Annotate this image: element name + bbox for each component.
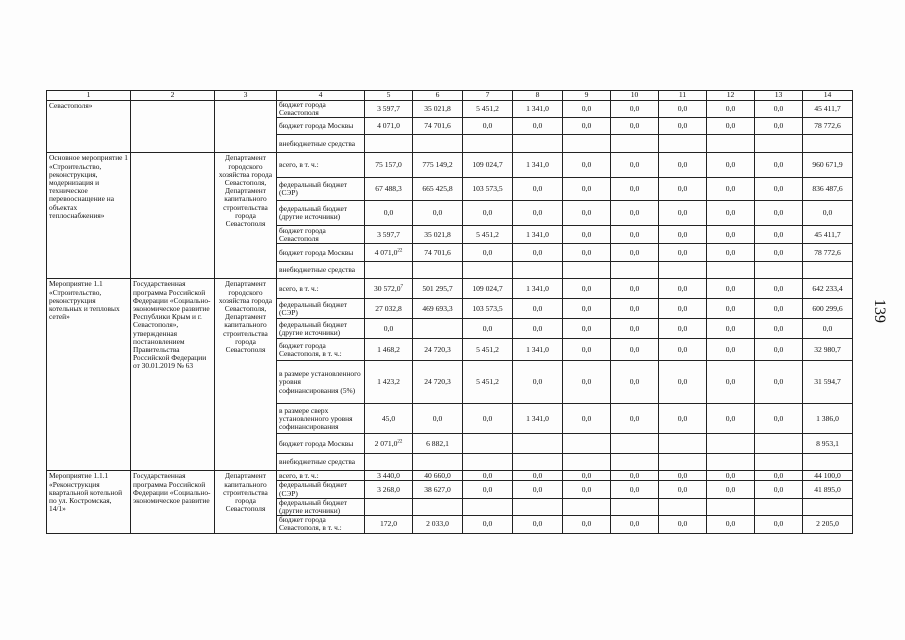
value-cell: 0,0 [611, 118, 659, 135]
value-cell [413, 319, 463, 339]
value-cell: 0,0 [611, 339, 659, 361]
value-cell: 0,0 [755, 279, 803, 299]
value-cell: 103 573,5 [463, 299, 513, 319]
value-cell [707, 454, 755, 471]
value-cell: 0,0 [707, 178, 755, 201]
value-cell: 0,0 [659, 244, 707, 262]
value-cell: 0,0 [659, 279, 707, 299]
value-cell [513, 498, 563, 515]
value-cell: 0,0 [413, 404, 463, 434]
value-cell: 0,0 [707, 226, 755, 244]
value-cell: 109 024,7 [463, 279, 513, 299]
header-row [47, 91, 853, 101]
table-row [47, 101, 853, 118]
value-cell: 0,0 [513, 299, 563, 319]
funding-source-cell: федеральный бюджет (СЭР) [277, 299, 365, 319]
value-cell: 75 157,0 [365, 153, 413, 178]
value-cell: 600 299,6 [803, 299, 853, 319]
value-cell: 0,0 [563, 361, 611, 404]
value-cell: 0,0 [611, 201, 659, 226]
funding-source-cell: всего, в т. ч.: [277, 279, 365, 299]
value-cell: 501 295,7 [413, 279, 463, 299]
footnote-marker: 7 [400, 284, 404, 290]
footnote-marker: 22 [397, 439, 403, 445]
funding-source-cell: всего, в т. ч.: [277, 153, 365, 178]
value-cell: 1 341,0 [513, 153, 563, 178]
value-cell: 6 882,1 [413, 434, 463, 454]
value-cell: 0,0 [611, 299, 659, 319]
value-cell: 0,0 [365, 319, 413, 339]
funding-source-cell: федеральный бюджет (СЭР) [277, 178, 365, 201]
funding-source-cell: в размере установленного уровня софинансирования (5%) [277, 361, 365, 404]
value-cell: 0,0 [755, 226, 803, 244]
value-cell: 1 341,0 [513, 101, 563, 118]
header-cell: 12 [707, 91, 755, 101]
value-cell: 5 451,2 [463, 101, 513, 118]
value-cell: 0,0 [707, 471, 755, 481]
value-cell: 0,0 [513, 178, 563, 201]
value-cell-with-note [365, 434, 413, 454]
value-cell [413, 454, 463, 471]
value-cell: 0,0 [463, 481, 513, 498]
funding-source-cell: бюджет города Севастополя [277, 101, 365, 118]
value-cell: 775 149,2 [413, 153, 463, 178]
value-cell: 103 573,5 [463, 178, 513, 201]
table-row [47, 153, 853, 178]
value-cell: 0,0 [463, 471, 513, 481]
table-row [47, 279, 853, 299]
value-cell [513, 454, 563, 471]
value-cell: 0,0 [659, 471, 707, 481]
value-cell: 0,0 [755, 481, 803, 498]
value-cell: 0,0 [659, 481, 707, 498]
value-cell [755, 434, 803, 454]
value-cell: 1 386,0 [803, 404, 853, 434]
value-cell [803, 498, 853, 515]
value-cell: 0,0 [611, 279, 659, 299]
funding-source-cell: в размере сверх установленного уровня софинансирования [277, 404, 365, 434]
value-cell [707, 498, 755, 515]
value-cell: 0,0 [755, 404, 803, 434]
value-cell: 4 071,0 [365, 118, 413, 135]
value-cell: 0,0 [611, 226, 659, 244]
value-cell: 0,0 [659, 118, 707, 135]
funding-source-cell: федеральный бюджет (другие источники) [277, 319, 365, 339]
header-cell: 6 [413, 91, 463, 101]
value-cell: 0,0 [611, 153, 659, 178]
value-cell: 172,0 [365, 516, 413, 533]
value-cell: 0,0 [611, 516, 659, 533]
value-cell: 0,0 [611, 361, 659, 404]
value-cell: 8 953,1 [803, 434, 853, 454]
value-cell [513, 262, 563, 279]
value-cell: 0,0 [659, 319, 707, 339]
value-cell [413, 262, 463, 279]
value-cell [365, 454, 413, 471]
value-cell [463, 434, 513, 454]
value-cell: 0,0 [611, 244, 659, 262]
value-cell: 0,0 [707, 118, 755, 135]
value-cell: 0,0 [659, 153, 707, 178]
value-cell: 0,0 [707, 404, 755, 434]
activity-name-cell: Основное мероприятие 1 «Строительство, реконструкция, модернизация и техническое перевооснащение на объектах теплоснабжения» [47, 153, 131, 279]
header-cell: 9 [563, 91, 611, 101]
header-cell: 10 [611, 91, 659, 101]
value-cell: 1 468,2 [365, 339, 413, 361]
value-cell [755, 454, 803, 471]
value-cell [611, 498, 659, 515]
value-cell: 0,0 [659, 516, 707, 533]
executor-cell [215, 101, 277, 153]
header-cell: 3 [215, 91, 277, 101]
activity-name-cell: Мероприятие 1.1 «Строительство, реконструкция котельных и тепловых сетей» [47, 279, 131, 471]
program-cell: Государственная программа Российской Федерации «Социально-экономическое развитие [131, 471, 215, 533]
value-cell: 3 268,0 [365, 481, 413, 498]
value-text: 2 071,0 [374, 438, 398, 448]
value-cell [611, 135, 659, 153]
value-cell [563, 262, 611, 279]
value-cell: 0,0 [755, 118, 803, 135]
value-cell: 0,0 [563, 404, 611, 434]
value-cell: 3 597,7 [365, 226, 413, 244]
funding-source-cell: внебюджетные средства [277, 262, 365, 279]
value-cell: 642 233,4 [803, 279, 853, 299]
value-cell: 1 423,2 [365, 361, 413, 404]
value-text: 30 572,0 [373, 283, 401, 293]
table-body [47, 91, 853, 534]
value-cell [611, 434, 659, 454]
value-cell [563, 135, 611, 153]
funding-source-cell: бюджет города Москвы [277, 244, 365, 262]
value-cell [365, 498, 413, 515]
header-cell: 13 [755, 91, 803, 101]
value-cell: 0,0 [611, 101, 659, 118]
value-cell: 0,0 [707, 244, 755, 262]
value-cell: 0,0 [803, 201, 853, 226]
funding-source-cell: внебюджетные средства [277, 135, 365, 153]
budget-table [46, 90, 853, 534]
value-cell-with-note [365, 279, 413, 299]
header-cell: 1 [47, 91, 131, 101]
program-cell [131, 101, 215, 153]
value-cell: 1 341,0 [513, 226, 563, 244]
value-cell: 44 100,0 [803, 471, 853, 481]
header-cell: 8 [513, 91, 563, 101]
value-cell: 2 033,0 [413, 516, 463, 533]
value-cell: 32 980,7 [803, 339, 853, 361]
value-cell [803, 262, 853, 279]
value-cell: 41 895,0 [803, 481, 853, 498]
value-cell: 0,0 [513, 118, 563, 135]
value-cell: 45,0 [365, 404, 413, 434]
value-cell: 2 205,0 [803, 516, 853, 533]
value-cell: 960 671,9 [803, 153, 853, 178]
value-cell [803, 135, 853, 153]
value-cell: 24 720,3 [413, 361, 463, 404]
value-cell: 665 425,8 [413, 178, 463, 201]
funding-source-cell: бюджет города Севастополя, в т. ч.: [277, 516, 365, 533]
value-cell [755, 498, 803, 515]
value-cell: 38 627,0 [413, 481, 463, 498]
funding-source-cell: всего, в т. ч.: [277, 471, 365, 481]
value-cell: 45 411,7 [803, 226, 853, 244]
value-cell: 0,0 [611, 178, 659, 201]
value-cell [563, 498, 611, 515]
value-cell [659, 262, 707, 279]
value-cell: 0,0 [563, 153, 611, 178]
value-cell: 78 772,6 [803, 244, 853, 262]
value-cell: 0,0 [463, 319, 513, 339]
value-cell: 0,0 [563, 178, 611, 201]
header-cell: 14 [803, 91, 853, 101]
value-cell: 0,0 [707, 153, 755, 178]
header-cell: 4 [277, 91, 365, 101]
value-cell: 0,0 [563, 226, 611, 244]
value-cell: 1 341,0 [513, 339, 563, 361]
table-row [47, 471, 853, 481]
value-cell: 0,0 [513, 319, 563, 339]
value-cell: 0,0 [707, 339, 755, 361]
value-cell [413, 135, 463, 153]
value-cell: 27 032,8 [365, 299, 413, 319]
value-cell: 5 451,2 [463, 361, 513, 404]
value-cell: 0,0 [659, 404, 707, 434]
value-cell: 0,0 [755, 319, 803, 339]
activity-name-cell: Мероприятие 1.1.1 «Реконструкция квартальной котельной по ул. Костромская, 14/1» [47, 471, 131, 533]
value-cell: 0,0 [755, 299, 803, 319]
value-cell [365, 262, 413, 279]
value-cell: 0,0 [463, 404, 513, 434]
value-cell: 1 341,0 [513, 279, 563, 299]
value-cell: 0,0 [563, 516, 611, 533]
value-cell: 0,0 [463, 118, 513, 135]
value-cell: 0,0 [659, 361, 707, 404]
value-cell [707, 262, 755, 279]
value-cell: 78 772,6 [803, 118, 853, 135]
value-cell [463, 454, 513, 471]
value-cell: 1 341,0 [513, 404, 563, 434]
executor-cell: Департамент капитального строительства города Севастополя [215, 471, 277, 533]
value-cell: 35 021,8 [413, 226, 463, 244]
value-cell: 0,0 [463, 244, 513, 262]
value-cell: 0,0 [413, 201, 463, 226]
value-cell [707, 135, 755, 153]
value-cell: 0,0 [707, 279, 755, 299]
value-cell: 109 024,7 [463, 153, 513, 178]
value-cell: 0,0 [659, 101, 707, 118]
value-cell: 3 440,0 [365, 471, 413, 481]
value-cell: 0,0 [611, 471, 659, 481]
value-cell [513, 434, 563, 454]
value-cell: 0,0 [513, 516, 563, 533]
value-cell: 0,0 [755, 153, 803, 178]
executor-cell: Департамент городского хозяйства города Севастополя, Департамент капитального строительства города Севастополя [215, 153, 277, 279]
value-cell: 74 701,6 [413, 118, 463, 135]
value-cell: 0,0 [659, 226, 707, 244]
funding-source-cell: федеральный бюджет (другие источники) [277, 498, 365, 515]
value-cell: 74 701,6 [413, 244, 463, 262]
value-cell: 0,0 [707, 201, 755, 226]
value-cell: 0,0 [563, 339, 611, 361]
value-cell: 0,0 [463, 201, 513, 226]
value-cell [659, 454, 707, 471]
value-cell-with-note [365, 244, 413, 262]
value-cell: 0,0 [707, 319, 755, 339]
funding-source-cell: бюджет города Севастополя [277, 226, 365, 244]
value-cell: 0,0 [611, 404, 659, 434]
value-cell: 67 488,3 [365, 178, 413, 201]
value-cell: 0,0 [563, 319, 611, 339]
value-cell [611, 262, 659, 279]
value-cell [755, 135, 803, 153]
value-cell [611, 454, 659, 471]
value-cell: 24 720,3 [413, 339, 463, 361]
value-cell [659, 498, 707, 515]
value-cell: 0,0 [513, 244, 563, 262]
value-cell [659, 434, 707, 454]
value-cell: 0,0 [563, 481, 611, 498]
value-text: 4 071,0 [374, 247, 398, 257]
value-cell: 0,0 [563, 101, 611, 118]
value-cell: 0,0 [803, 319, 853, 339]
value-cell: 0,0 [513, 201, 563, 226]
activity-name-cell: Севастополя» [47, 101, 131, 153]
value-cell: 0,0 [707, 361, 755, 404]
value-cell: 0,0 [755, 361, 803, 404]
value-cell [463, 135, 513, 153]
value-cell: 0,0 [707, 101, 755, 118]
value-cell: 0,0 [659, 339, 707, 361]
value-cell [513, 135, 563, 153]
value-cell: 0,0 [659, 299, 707, 319]
value-cell: 0,0 [513, 361, 563, 404]
value-cell: 5 451,2 [463, 226, 513, 244]
value-cell: 0,0 [707, 481, 755, 498]
value-cell: 0,0 [563, 471, 611, 481]
value-cell [563, 454, 611, 471]
value-cell: 0,0 [563, 279, 611, 299]
value-cell [659, 135, 707, 153]
value-cell: 5 451,2 [463, 339, 513, 361]
value-cell: 0,0 [563, 118, 611, 135]
value-cell: 0,0 [611, 481, 659, 498]
value-cell [803, 454, 853, 471]
value-cell [463, 262, 513, 279]
value-cell: 45 411,7 [803, 101, 853, 118]
value-cell [755, 262, 803, 279]
value-cell: 0,0 [755, 201, 803, 226]
executor-cell: Департамент городского хозяйства города Севастополя, Департамент капитального строительства города Севастополя [215, 279, 277, 471]
value-cell: 469 693,3 [413, 299, 463, 319]
value-cell: 0,0 [755, 244, 803, 262]
value-cell: 31 594,7 [803, 361, 853, 404]
funding-source-cell: бюджет города Москвы [277, 118, 365, 135]
value-cell: 0,0 [513, 471, 563, 481]
program-cell [131, 153, 215, 279]
header-cell: 11 [659, 91, 707, 101]
value-cell: 0,0 [513, 481, 563, 498]
value-cell: 0,0 [463, 516, 513, 533]
funding-source-cell: федеральный бюджет (другие источники) [277, 201, 365, 226]
value-cell: 0,0 [365, 201, 413, 226]
value-cell: 0,0 [755, 178, 803, 201]
value-cell: 40 660,0 [413, 471, 463, 481]
value-cell: 0,0 [755, 516, 803, 533]
funding-source-cell: бюджет города Москвы [277, 434, 365, 454]
value-cell: 0,0 [755, 339, 803, 361]
value-cell: 0,0 [659, 201, 707, 226]
value-cell: 0,0 [707, 516, 755, 533]
program-cell: Государственная программа Российской Федерации «Социально-экономическое развитие Республики Крым и г. Севастополя», утвержденная постановлением Правительства Российской Федерации от 30.01.2019 № 63 [131, 279, 215, 471]
value-cell: 836 487,6 [803, 178, 853, 201]
funding-source-cell: федеральный бюджет (СЭР) [277, 481, 365, 498]
value-cell: 0,0 [563, 299, 611, 319]
value-cell: 0,0 [563, 201, 611, 226]
value-cell: 3 597,7 [365, 101, 413, 118]
value-cell: 0,0 [611, 319, 659, 339]
page-number: 139 [871, 299, 888, 323]
value-cell [563, 434, 611, 454]
value-cell [463, 498, 513, 515]
value-cell: 0,0 [563, 244, 611, 262]
funding-source-cell: бюджет города Севастополя, в т. ч.: [277, 339, 365, 361]
value-cell: 0,0 [707, 299, 755, 319]
header-cell: 5 [365, 91, 413, 101]
value-cell: 35 021,8 [413, 101, 463, 118]
funding-source-cell: внебюджетные средства [277, 454, 365, 471]
value-cell [707, 434, 755, 454]
header-cell: 7 [463, 91, 513, 101]
footnote-marker: 22 [397, 248, 403, 254]
value-cell [413, 498, 463, 515]
header-cell: 2 [131, 91, 215, 101]
value-cell: 0,0 [755, 471, 803, 481]
value-cell: 0,0 [755, 101, 803, 118]
value-cell: 0,0 [659, 178, 707, 201]
value-cell [365, 135, 413, 153]
